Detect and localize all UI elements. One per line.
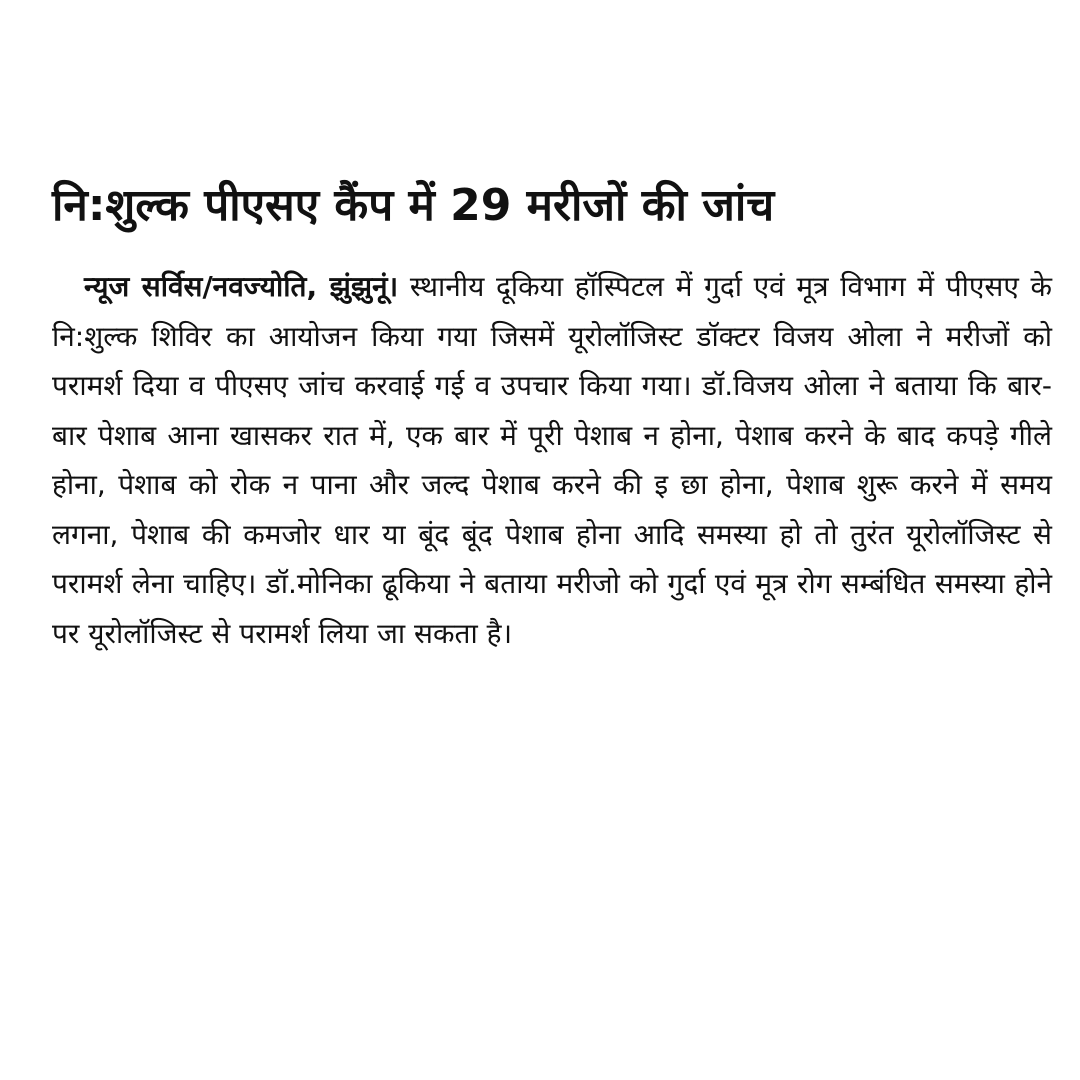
news-clipping — [52, 176, 1052, 658]
article-body — [52, 262, 1052, 658]
article-text: स्थानीय दूकिया हॉस्पिटल में गुर्दा एवं मूत्र विभाग में पीएसए के नि:शुल्क शिविर का आयोजन किया गया जिसमें यूरोलॉजिस्ट डॉक्टर विजय ओला ने मरीजों को परामर्श दिया व पीएसए जांच करवाई गई व उपचार किया गया। डॉ.विजय ओला ने बताया कि बार-बार पेशाब आना खासकर रात में, एक बार में पूरी पेशाब न होना, पेशाब करने के बाद कपड़े गीले होना, पेशाब को रोक न पाना और जल्द पेशाब करने की इ छा होना, पेशाब शुरू करने में समय लगना, पेशाब की कमजोर धार या बूंद बूंद पेशाब होना आदि समस्या हो तो तुरंत यूरोलॉजिस्ट से परामर्श लेना चाहिए। डॉ.मोनिका ढूकिया ने बताया मरीजो को गुर्दा एवं मूत्र रोग सम्बंधित समस्या होने पर यूरोलॉजिस्ट से परामर्श लिया जा सकता है। — [52, 270, 1052, 650]
byline: न्यूज सर्विस/नवज्योति, झुंझुनूं। — [84, 270, 399, 303]
headline: नि:शुल्क पीएसए कैंप में 29 मरीजों की जांच — [52, 180, 775, 231]
